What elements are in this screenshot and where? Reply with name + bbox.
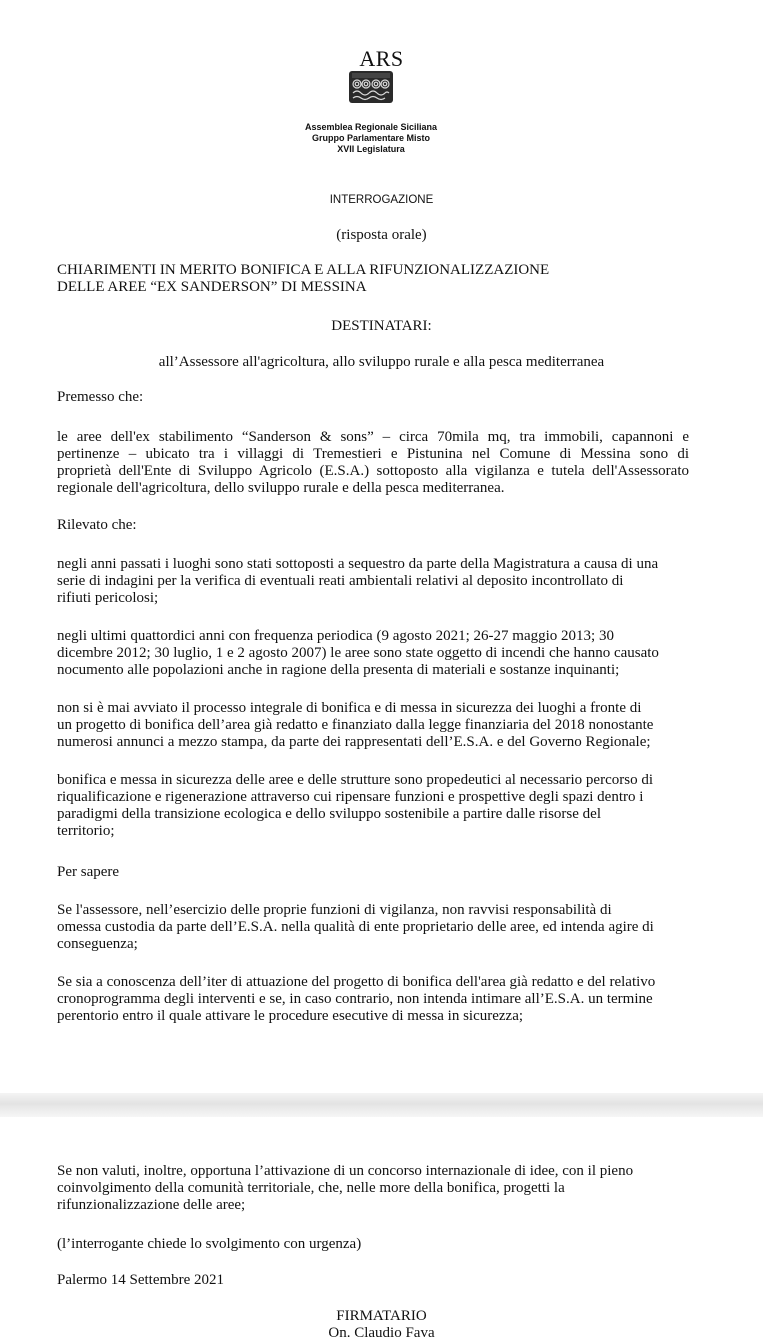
subject-line: CHIARIMENTI IN MERITO BONIFICA E ALLA RIFUNZIONALIZZAZIONE [57, 262, 550, 278]
text-line: paradigmi della transizione ecologica e dello sviluppo sostenibile a partire dalle risorse del [57, 806, 601, 822]
text-line: cronoprogramma degli interventi e se, in caso contrario, non intenda intimare all’E.S.A. un termine [57, 991, 653, 1007]
premesso-heading: Premesso che: [57, 389, 144, 405]
text-line: regionale dell'agricoltura, dello sviluppo rurale e della pesca mediterranea. [57, 480, 505, 496]
text-line: Se l'assessore, nell’esercizio delle proprie funzioni di vigilanza, non ravvisi responsabilità di [57, 902, 612, 918]
text-line: rifunzionalizzazione delle aree; [57, 1197, 246, 1213]
answer-mode: (risposta orale) [336, 227, 427, 243]
subject-title [57, 262, 717, 296]
text-line: le aree dell'ex stabilimento “Sanderson & sons” – circa 70mila mq, tra immobili, capannoni e [57, 429, 689, 445]
subject-line: DELLE AREE “EX SANDERSON” DI MESSINA [57, 279, 367, 295]
text-line: negli anni passati i luoghi sono stati sottoposti a sequestro da parte della Magistratura a causa di una [57, 556, 659, 572]
text-line: coinvolgimento della comunità territoriale, che, nelle more della bonifica, progetti la [57, 1180, 565, 1196]
text-line: bonifica e messa in sicurezza delle aree e delle strutture sono propedeutici al necessario percorso di [57, 772, 653, 788]
page-separator [0, 1093, 763, 1117]
text-line: conseguenza; [57, 936, 138, 952]
text-line: Se sia a conoscenza dell’iter di attuazione del progetto di bonifica dell'area già redatto e del relativo [57, 974, 656, 990]
org-group: Gruppo Parlamentare Misto [311, 133, 431, 143]
rilevato-heading: Rilevato che: [57, 517, 137, 533]
text-line: pertinenze – ubicato tra i villaggi di Tremestieri e Pistunina nel Comune di Messina sono di [57, 446, 689, 462]
text-line: nocumento alle popolazioni anche in ragione della presenta di materiali e sostanze inquinanti; [57, 662, 620, 678]
text-line: rifiuti pericolosi; [57, 590, 159, 606]
text-line: numerosi annunci a mezzo stampa, da parte dei rappresentati dell’E.S.A. e del Governo Regionale; [57, 734, 651, 750]
text-line: dicembre 2012; 30 luglio, 1 e 2 agosto 2007) le aree sono state oggetto di incendi che hanno causato [57, 645, 659, 661]
question-3 [57, 1163, 689, 1214]
question-2 [57, 974, 689, 1025]
paragraph-seizure [57, 556, 689, 607]
text-line: riqualificazione e rigenerazione attraverso cui ripensare funzioni e prospettive degli spazi dentro i [57, 789, 644, 805]
document-type: INTERROGAZIONE [329, 194, 434, 206]
paragraph-remediation [57, 700, 689, 751]
text-line: un progetto di bonifica dell’area già redatto e finanziato dalla legge finanziaria del 2018 nonostante [57, 717, 654, 733]
urgency-note: (l’interrogante chiede lo svolgimento con urgenza) [57, 1236, 362, 1252]
paragraph-requalification [57, 772, 689, 840]
org-name: Assemblea Regionale Siciliana [304, 122, 438, 132]
text-line: proprietà dell'Ente di Sviluppo Agricolo (E.S.A.) sottoposto alla vigilanza e tutela dell'Assessorato [57, 463, 689, 479]
text-line: negli ultimi quattordici anni con frequenza periodica (9 agosto 2021; 26-27 maggio 2013; 30 [57, 628, 614, 644]
org-legislature: XVII Legislatura [337, 144, 405, 154]
signatory-name: On. Claudio Fava [328, 1325, 435, 1341]
paragraph-premise [57, 429, 689, 497]
document-page-2 [0, 1117, 763, 1341]
recipients-heading: DESTINATARI: [331, 318, 432, 334]
ars-logo-icon [349, 71, 393, 103]
question-1 [57, 902, 689, 953]
place-date: Palermo 14 Settembre 2021 [57, 1272, 225, 1288]
ars-acronym: ARS [359, 46, 404, 71]
text-line: non si è mai avviato il processo integrale di bonifica e di messa in sicurezza dei luoghi a fronte di [57, 700, 642, 716]
text-line: Se non valuti, inoltre, opportuna l’attivazione di un concorso internazionale di idee, con il pieno [57, 1163, 634, 1179]
text-line: serie di indagini per la verifica di eventuali reati ambientali relativi al deposito incontrollato di [57, 573, 624, 589]
text-line: perentorio entro il quale attivare le procedure esecutive di messa in sicurezza; [57, 1008, 524, 1024]
text-line: omessa custodia da parte dell’E.S.A. nella qualità di ente proprietario delle aree, ed intenda agire di [57, 919, 654, 935]
recipient: all’Assessore all'agricoltura, allo sviluppo rurale e alla pesca mediterranea [158, 354, 605, 370]
signatory-heading: FIRMATARIO [336, 1308, 427, 1324]
per-sapere-heading: Per sapere [57, 864, 120, 880]
text-line: territorio; [57, 823, 115, 839]
paragraph-fires [57, 628, 689, 679]
